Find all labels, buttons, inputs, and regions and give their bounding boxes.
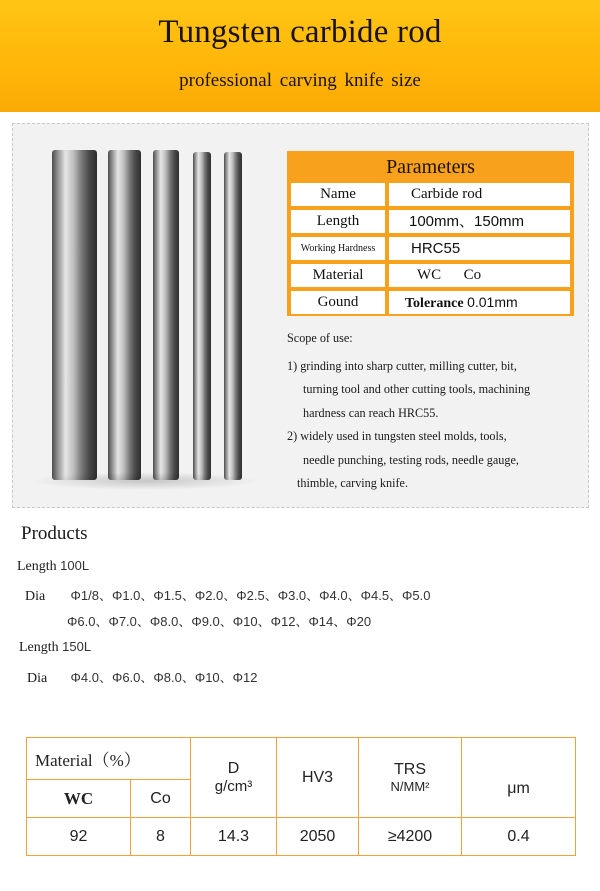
density-symbol: D [227, 760, 240, 777]
trs-value: ≥4200 [359, 818, 462, 856]
parameter-label: Length [291, 210, 385, 233]
scope-line: needle punching, testing rods, needle gauge, [303, 452, 519, 467]
dia-label: Dia [27, 671, 48, 686]
scope-line: thimble, carving knife. [297, 476, 409, 490]
length-label: Length [19, 640, 59, 655]
carbide-rod-image [153, 150, 179, 480]
length-value: 150L [62, 639, 92, 654]
parameter-row [291, 264, 570, 287]
parameter-label: Working Hardness [291, 237, 385, 260]
scope-of-use [287, 327, 577, 496]
title-banner [0, 0, 600, 112]
parameter-value: 100mm、150mm [389, 210, 570, 233]
page-subtitle: professional carving knife size [179, 70, 421, 91]
length-row [19, 639, 91, 656]
trs-symbol: TRS [394, 761, 426, 778]
grain-value: 0.4 [462, 818, 576, 856]
products-heading: Products [21, 523, 88, 544]
parameter-label: Name [291, 183, 385, 206]
parameter-row [291, 237, 570, 260]
scope-line: Scope of use: [287, 331, 353, 345]
hardness-value: 2050 [277, 818, 359, 856]
carbide-rod-image [108, 150, 141, 480]
parameter-row [291, 210, 570, 233]
dia-values: Φ4.0、Φ6.0、Φ8.0、Φ10、Φ12 [70, 670, 258, 685]
parameters-table [287, 151, 574, 316]
parameter-row [291, 183, 570, 206]
carbide-rod-image [193, 152, 211, 480]
trs-unit: N/MM² [390, 779, 430, 794]
co-header: Co [131, 780, 191, 818]
grain-header: μm [462, 738, 576, 818]
parameter-row [291, 291, 570, 314]
dia-row [25, 585, 431, 605]
spec-table [26, 737, 576, 856]
length-value: 100L [60, 558, 90, 573]
length-row [17, 558, 89, 575]
tolerance-label: Tolerance [405, 296, 464, 311]
scope-line: hardness can reach HRC55. [303, 405, 439, 420]
dia-label: Dia [25, 589, 46, 604]
length-label: Length [17, 559, 57, 574]
parameter-label: Gound [291, 291, 385, 314]
rod-shadow [30, 472, 260, 490]
co-value: 8 [131, 818, 191, 856]
parameter-value: HRC55 [389, 237, 570, 260]
parameter-value: WC Co [389, 264, 570, 287]
wc-header: WC [27, 780, 131, 818]
parameter-value [389, 291, 570, 314]
carbide-rod-image [224, 152, 242, 480]
parameter-label: Material [291, 264, 385, 287]
density-header [191, 738, 277, 818]
hardness-header: HV3 [277, 738, 359, 818]
parameters-heading: Parameters [386, 156, 475, 178]
tolerance-value: 0.01mm [467, 294, 518, 310]
density-value: 14.3 [191, 818, 277, 856]
wc-value: 92 [27, 818, 131, 856]
density-unit: g/cm³ [214, 778, 253, 795]
scope-line: 1) grinding into sharp cutter, milling cutter, bit, [287, 358, 517, 373]
page-title: Tungsten carbide rod [158, 14, 442, 50]
material-header: Material（%） [27, 738, 191, 780]
dia-values: Φ6.0、Φ7.0、Φ8.0、Φ9.0、Φ10、Φ12、Φ14、Φ20 [67, 614, 372, 629]
parameter-value: Carbide rod [389, 183, 570, 206]
dia-row [27, 667, 258, 687]
carbide-rod-image [52, 150, 97, 480]
scope-line: 2) widely used in tungsten steel molds, tools, [287, 429, 507, 443]
dia-values: Φ1/8、Φ1.0、Φ1.5、Φ2.0、Φ2.5、Φ3.0、Φ4.0、Φ4.5、Φ5.0 [70, 588, 431, 603]
dia-row [67, 611, 371, 631]
trs-header [359, 738, 462, 818]
scope-line: turning tool and other cutting tools, machining [303, 382, 531, 396]
